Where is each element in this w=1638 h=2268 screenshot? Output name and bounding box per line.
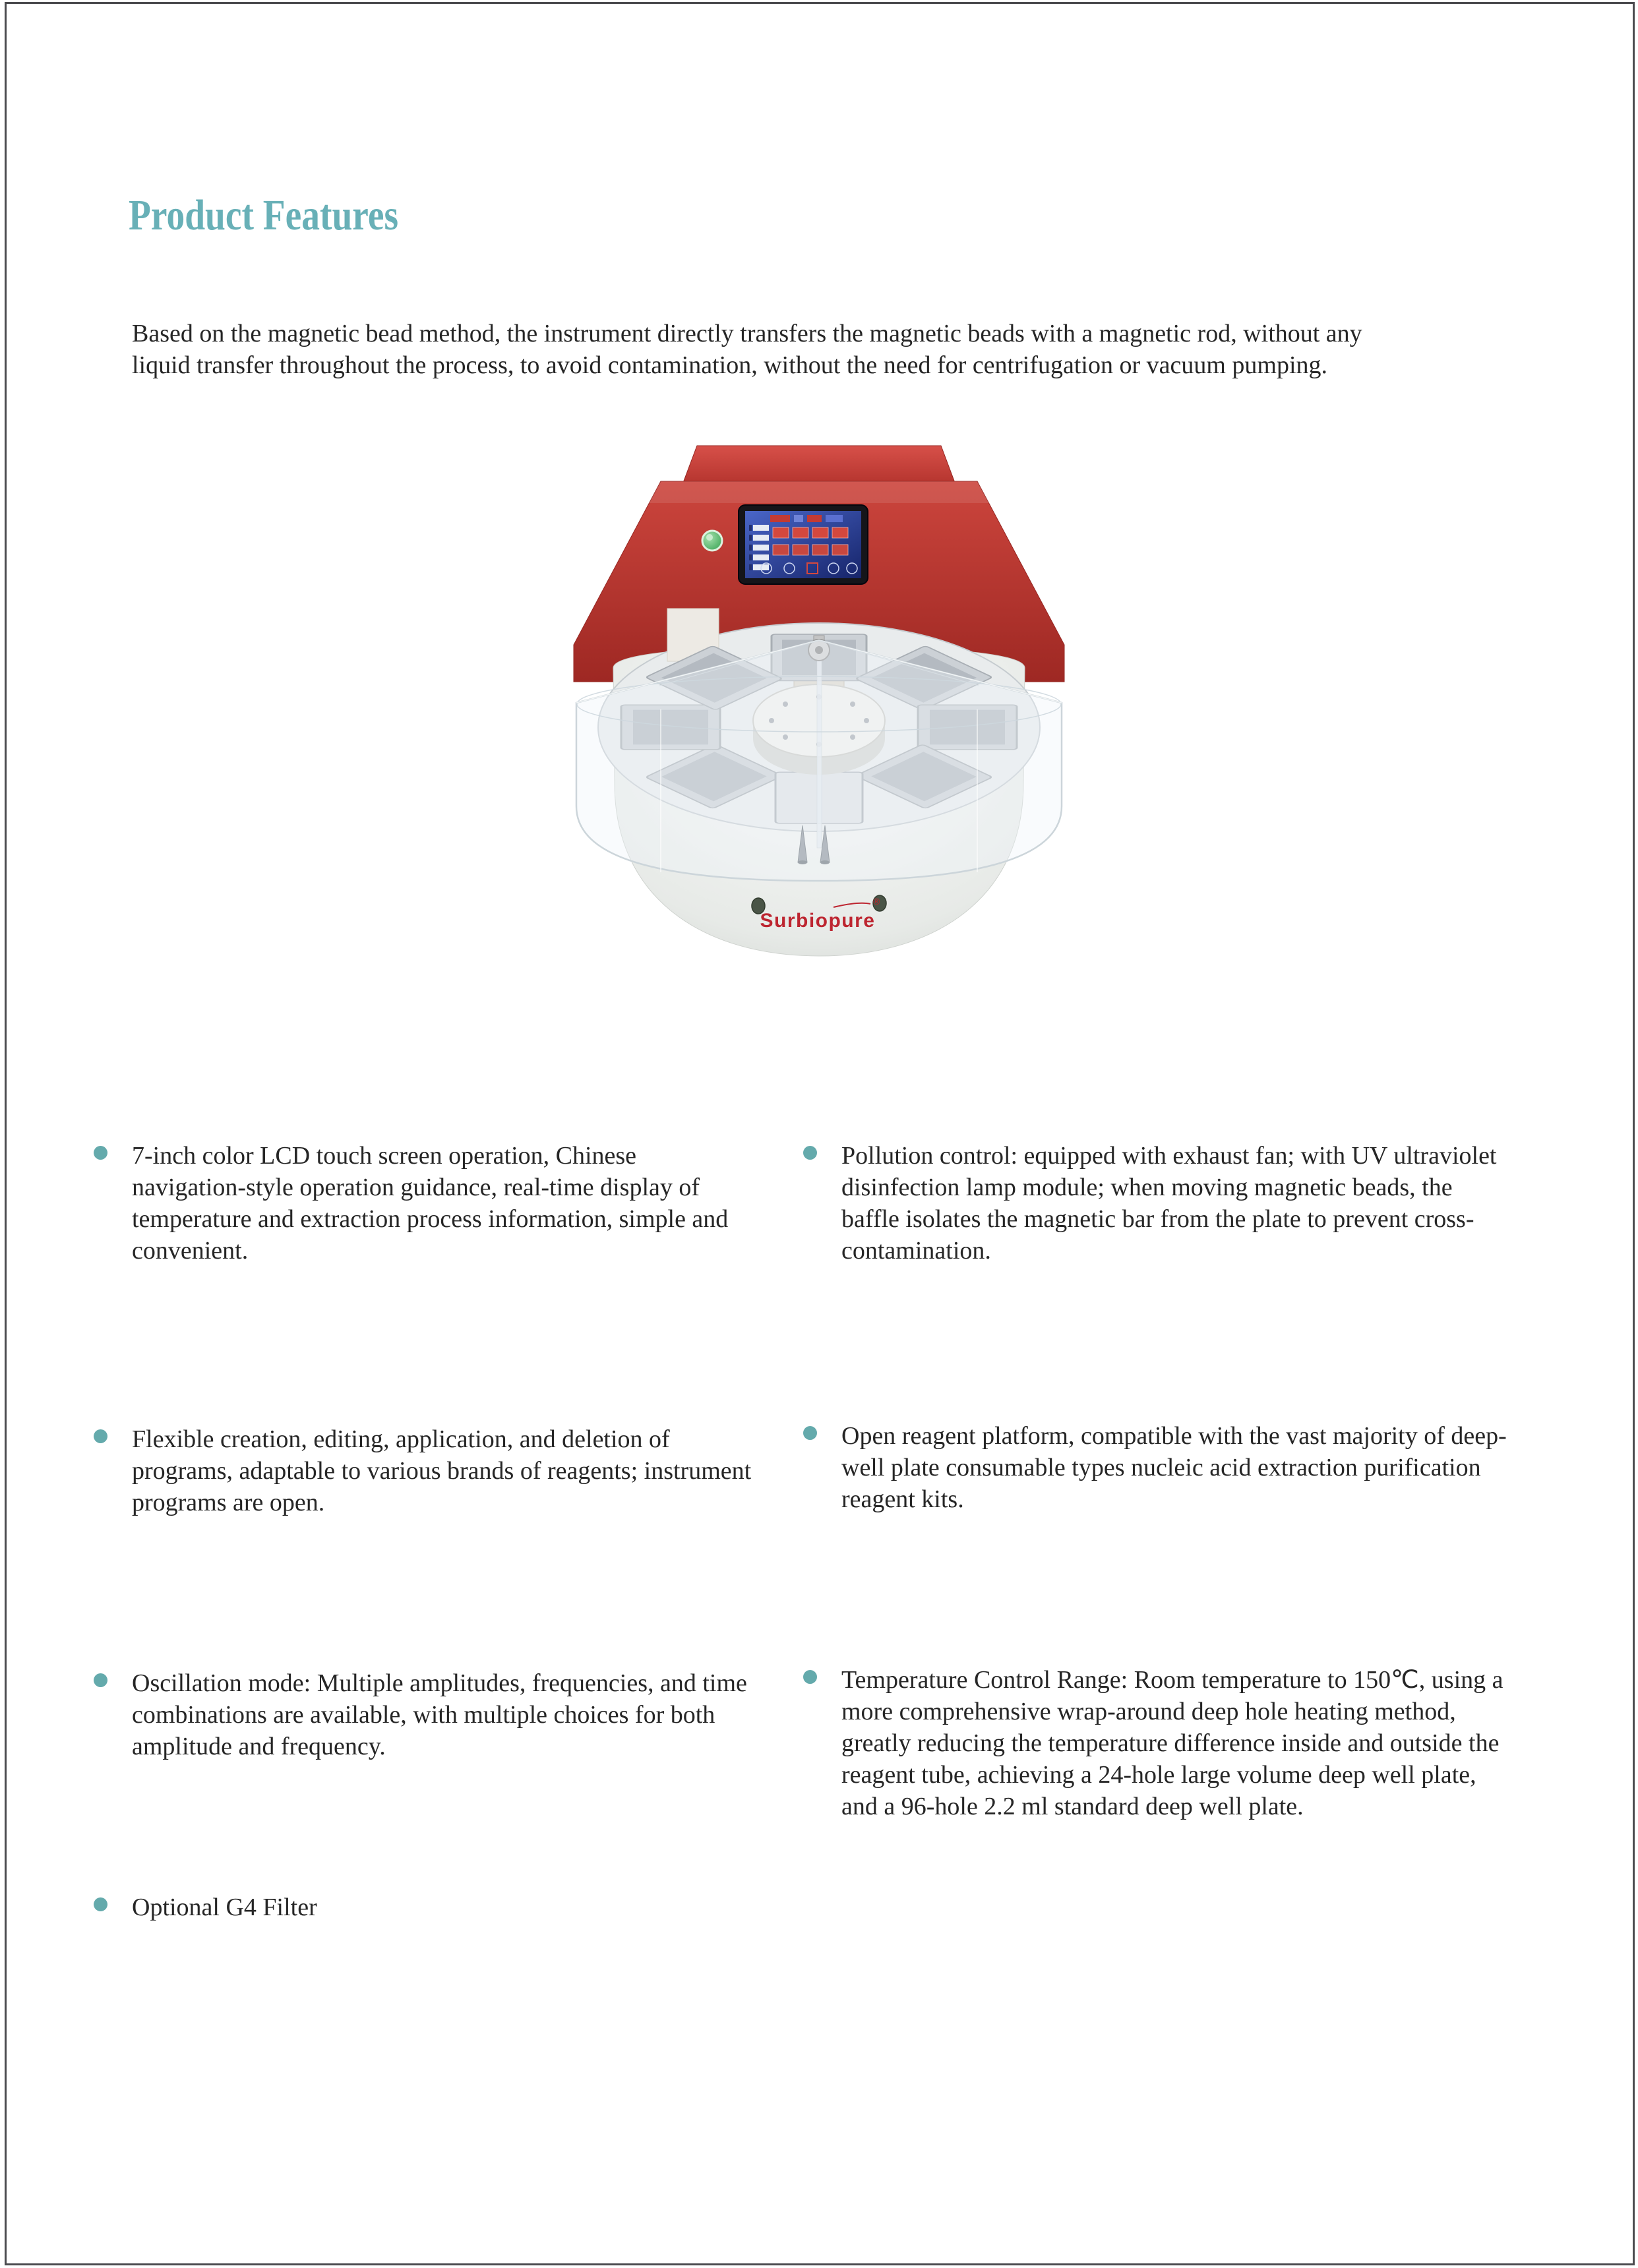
- bullet-icon: [803, 1426, 817, 1440]
- intro-paragraph: Based on the magnetic bead method, the instrument directly transfers the magnetic beads with a magnetic rod, without any liquid transfer throughout the process, to avoid contamination, without the need for centrifugation or vacuum pumping.: [132, 320, 1362, 379]
- bullet-icon: [803, 1146, 817, 1160]
- feature-item: [803, 1420, 1512, 1515]
- bullet-icon: [94, 1897, 107, 1911]
- bullet-icon: [94, 1673, 107, 1687]
- feature-text: Temperature Control Range: Room temperature to 150℃, using a more comprehensive wrap-around deep hole heating method, greatly reducing the temperature difference inside and outside the reagent tube, achieving a 24-hole large volume deep well plate, and a 96-hole 2.2 ml standard deep well plate.: [841, 1666, 1503, 1820]
- bullet-icon: [803, 1670, 817, 1684]
- product-photo: [562, 440, 1076, 968]
- brand-logo-text: Surbiopure: [760, 910, 876, 932]
- bullet-icon: [94, 1429, 107, 1443]
- feature-item: [94, 1667, 753, 1762]
- feature-item: [803, 1664, 1512, 1822]
- feature-text: Flexible creation, editing, application, and deletion of programs, adaptable to various brands of reagents; instrument programs are open.: [132, 1425, 752, 1516]
- feature-text: Pollution control: equipped with exhaust fan; with UV ultraviolet disinfection lamp module; when moving magnetic beads, the baffle isolates the magnetic bar from the plate to prevent cross-contamination.: [841, 1142, 1497, 1265]
- power-button-icon: [702, 531, 722, 551]
- page-title: Product Features: [129, 191, 399, 239]
- feature-item: [94, 1892, 753, 1923]
- registered-mark: ®: [873, 896, 880, 907]
- feature-text: Optional G4 Filter: [132, 1894, 317, 1921]
- feature-text: 7-inch color LCD touch screen operation, Chinese navigation-style operation guidance, real-time display of temperature and extraction process information, simple and convenient.: [132, 1142, 729, 1265]
- feature-text: Open reagent platform, compatible with the vast majority of deep-well plate consumable types nucleic acid extraction purification reagent kits.: [841, 1422, 1507, 1513]
- instrument-screen: [739, 505, 868, 584]
- instrument-illustration: [562, 440, 1076, 968]
- feature-item: [94, 1423, 753, 1518]
- feature-item: [803, 1140, 1512, 1267]
- bullet-icon: [94, 1146, 107, 1160]
- feature-item: [94, 1140, 753, 1267]
- feature-text: Oscillation mode: Multiple amplitudes, frequencies, and time combinations are available, with multiple choices for both amplitude and frequency.: [132, 1669, 747, 1760]
